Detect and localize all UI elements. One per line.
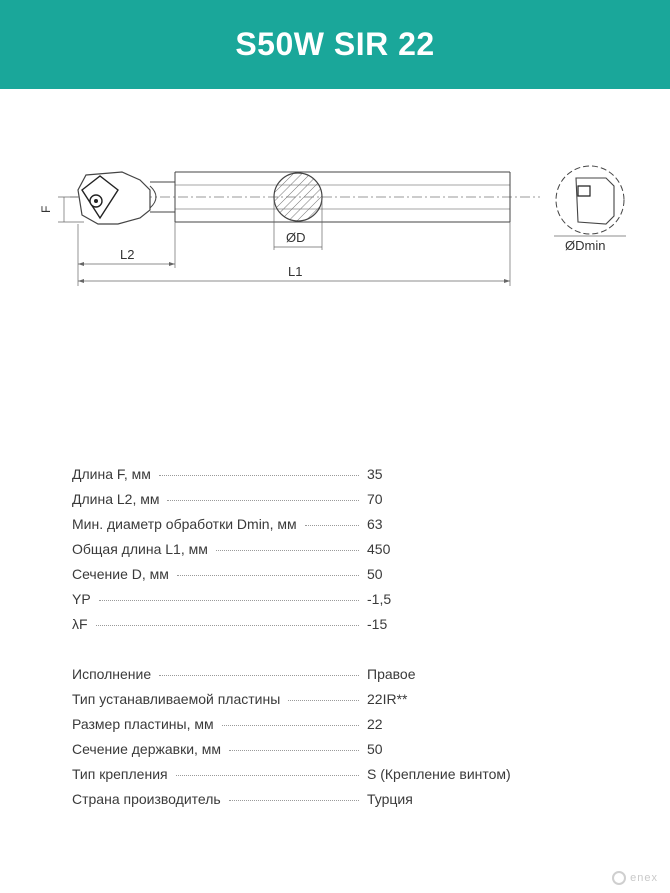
leader-dots — [167, 500, 359, 501]
spec-row — [72, 591, 592, 616]
dim-l2 — [78, 222, 175, 286]
leader-dots — [99, 600, 359, 601]
leader-dots — [216, 550, 359, 551]
spec-value: 70 — [367, 491, 383, 507]
spec-label: Тип устанавливаемой пластины — [72, 691, 281, 707]
spec-value: Турция — [367, 791, 413, 807]
spec-label: Мин. диаметр обработки Dmin, мм — [72, 516, 297, 532]
spec-label: Страна производитель — [72, 791, 221, 807]
spec-value: 50 — [367, 566, 383, 582]
spec-row — [72, 491, 592, 516]
spec-row — [72, 766, 592, 791]
page-title: S50W SIR 22 — [235, 26, 435, 62]
section-gap — [72, 641, 592, 666]
tool-head — [78, 172, 175, 224]
spec-row — [72, 566, 592, 591]
leader-dots — [176, 775, 359, 776]
dim-f — [39, 197, 84, 222]
tool-drawing — [0, 150, 670, 290]
spec-value: Правое — [367, 666, 416, 682]
spec-value: -15 — [367, 616, 388, 632]
dim-dmin-label: ØDmin — [565, 238, 606, 253]
leader-dots — [305, 525, 359, 526]
spec-row — [72, 666, 592, 691]
spec-label: Длина L2, мм — [72, 491, 160, 507]
spec-label: Сечение державки, мм — [72, 741, 222, 757]
leader-dots — [177, 575, 359, 576]
spec-row — [72, 516, 592, 541]
dim-d-label: ØD — [286, 230, 306, 245]
spec-value: 63 — [367, 516, 383, 532]
spec-value: 22IR** — [367, 691, 408, 707]
spec-label: Исполнение — [72, 666, 152, 682]
leader-dots — [288, 700, 359, 701]
enex-logo-icon — [612, 871, 626, 885]
spec-row — [72, 716, 592, 741]
leader-dots — [159, 675, 359, 676]
leader-dots — [229, 800, 359, 801]
spec-label: Общая длина L1, мм — [72, 541, 208, 557]
leader-dots — [159, 475, 359, 476]
spec-value: 450 — [367, 541, 391, 557]
dim-l1-label: L1 — [288, 264, 303, 279]
spec-row — [72, 691, 592, 716]
spec-value: 50 — [367, 741, 383, 757]
spec-label: YP — [72, 591, 91, 607]
spec-value: -1,5 — [367, 591, 392, 607]
leader-dots — [229, 750, 359, 751]
spec-list — [72, 466, 592, 816]
spec-value: 35 — [367, 466, 383, 482]
spec-row — [72, 741, 592, 766]
dim-l2-label: L2 — [120, 247, 135, 262]
spec-label: λF — [72, 616, 88, 632]
dim-f-label: F — [39, 205, 53, 213]
spec-value: S (Крепление винтом) — [367, 766, 511, 782]
shank-section — [274, 173, 322, 221]
spec-label: Размер пластины, мм — [72, 716, 214, 732]
watermark — [612, 871, 658, 885]
end-view — [554, 166, 626, 253]
spec-row — [72, 466, 592, 491]
spec-label: Длина F, мм — [72, 466, 151, 482]
spec-label: Тип крепления — [72, 766, 168, 782]
spec-row — [72, 616, 592, 641]
spec-label: Сечение D, мм — [72, 566, 169, 582]
spec-row — [72, 541, 592, 566]
spec-value: 22 — [367, 716, 383, 732]
leader-dots — [96, 625, 359, 626]
watermark-text: enex — [630, 872, 658, 884]
page-header — [0, 0, 670, 89]
spec-row — [72, 791, 592, 816]
leader-dots — [222, 725, 359, 726]
